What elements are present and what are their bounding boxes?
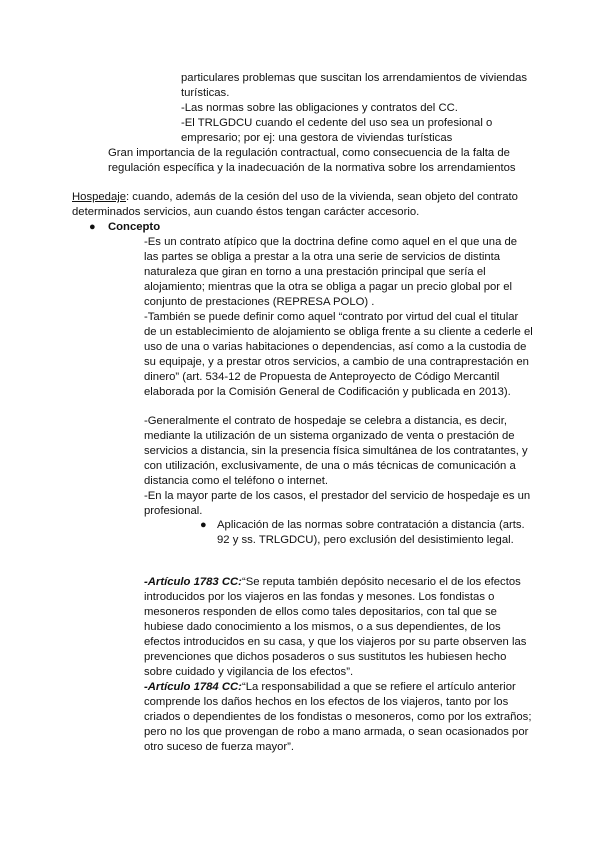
- sub-item-line: Aplicación de las normas sobre contratación a distancia (arts.: [217, 519, 525, 531]
- concepto-para2-line: elaborada por la Comisión General de Codificación y publicada en 2013).: [144, 386, 511, 398]
- hospedaje-definition: Hospedaje: cuando, además de la cesión del uso de la vivienda, sean objeto del contrato: [72, 191, 518, 203]
- summary-line: regulación específica y la inadecuación de la normativa sobre los arrendamientos: [108, 162, 516, 174]
- sub-bullet-icon: ●: [200, 519, 207, 531]
- article-1783-line: prevenciones que dichos posaderos o sus sustitutos les hubiesen hecho: [144, 651, 507, 663]
- concepto-para3-line: con utilización, exclusivamente, de una o más técnicas de comunicación a: [144, 460, 516, 472]
- intro-line: turísticas.: [181, 87, 230, 99]
- intro-line: particulares problemas que suscitan los arrendamientos de viviendas: [181, 72, 527, 84]
- article-1783-line: mesoneros responden de ellos como tales depositarios, con tal que se: [144, 606, 497, 618]
- article-1784-first-line: -Artículo 1784 CC:“La responsabilidad a que se refiere el artículo anterior: [144, 681, 516, 693]
- article-1784-line: otro suceso de fuerza mayor”.: [144, 741, 295, 753]
- summary-line: Gran importancia de la regulación contractual, como consecuencia de la falta de: [108, 147, 510, 159]
- article-1783-line: efectos introducidos en su casa, y que los viajeros por su parte observen las: [144, 636, 527, 648]
- intro-line: -Las normas sobre las obligaciones y contratos del CC.: [181, 102, 458, 114]
- concepto-para3-line: mediante la utilización de un sistema organizado de venta o prestación de: [144, 430, 515, 442]
- article-1783-line: introducidos por los viajeros en las fondas y mesones. Los fondistas o: [144, 591, 495, 603]
- article-1783-label: -Artículo 1783 CC:: [144, 576, 242, 588]
- sub-item-line: 92 y ss. TRLGDCU), pero exclusión del desistimiento legal.: [217, 534, 514, 546]
- article-1784-line: comprende los daños hechos en los efectos de los viajeros, tanto por los: [144, 696, 509, 708]
- concepto-para1-line: las partes se obliga a prestar a la otra una serie de servicios de distinta: [144, 251, 501, 263]
- article-1784-line: criados o dependientes de los fondistas o mesoneros, como por los extraños;: [144, 711, 532, 723]
- concepto-para1-line: naturaleza que giran en torno a una prestación principal que sería el: [144, 266, 486, 278]
- concepto-para2-line: dinero” (art. 534-12 de Propuesta de Anteproyecto de Código Mercantil: [144, 371, 500, 383]
- concepto-para2-line: -También se puede definir como aquel “contrato por virtud del cual el titular: [144, 311, 519, 323]
- concepto-para4-line: profesional.: [144, 505, 203, 517]
- concepto-para2-line: su equipaje, y a prestar otros servicios, a cambio de una contraprestación en: [144, 356, 529, 368]
- hospedaje-term: Hospedaje: [72, 191, 127, 203]
- concepto-para1-line: alojamiento; mientras que la otra se obliga a pagar un precio global por el: [144, 281, 513, 293]
- article-1783-line: sobre cuidado y vigilancia de los efectos”.: [144, 666, 354, 678]
- intro-line: empresario; por ej: una gestora de viviendas turísticas: [181, 132, 453, 144]
- bullet-icon: ●: [89, 221, 96, 233]
- article-1783-line: hubiese dado conocimiento a los mismos, o a sus dependientes, de los: [144, 621, 501, 633]
- concepto-heading: Concepto: [108, 221, 161, 233]
- article-1783-first-line: -Artículo 1783 CC:“Se reputa también depósito necesario el de los efectos: [144, 576, 521, 588]
- concepto-para4-line: -En la mayor parte de los casos, el prestador del servicio de hospedaje es un: [144, 490, 531, 502]
- article-1784-line: pero no los que provengan de robo a mano armada, o sean ocasionados por: [144, 726, 529, 738]
- article-1784-label: -Artículo 1784 CC:: [144, 681, 242, 693]
- intro-line: -El TRLGDCU cuando el cedente del uso sea un profesional o: [181, 117, 493, 129]
- concepto-para1-line: -Es un contrato atípico que la doctrina define como aquel en el que una de: [144, 236, 518, 248]
- concepto-para3-line: distancia como el teléfono o internet.: [144, 475, 328, 487]
- concepto-para3-line: servicios a distancia, sin la presencia física simultánea de los contratantes, y: [144, 445, 528, 457]
- concepto-para1-line: conjunto de prestaciones (REPRESA POLO) .: [144, 296, 375, 308]
- concepto-para2-line: de un establecimiento de alojamiento se obliga frente a su cliente a cederle el: [144, 326, 533, 338]
- concepto-para3-line: -Generalmente el contrato de hospedaje se celebra a distancia, es decir,: [144, 415, 507, 427]
- hospedaje-definition-line: determinados servicios, aun cuando éstos tengan carácter accesorio.: [72, 206, 420, 218]
- concepto-para2-line: uso de una o varias habitaciones o dependencias, así como a la custodia de: [144, 341, 527, 353]
